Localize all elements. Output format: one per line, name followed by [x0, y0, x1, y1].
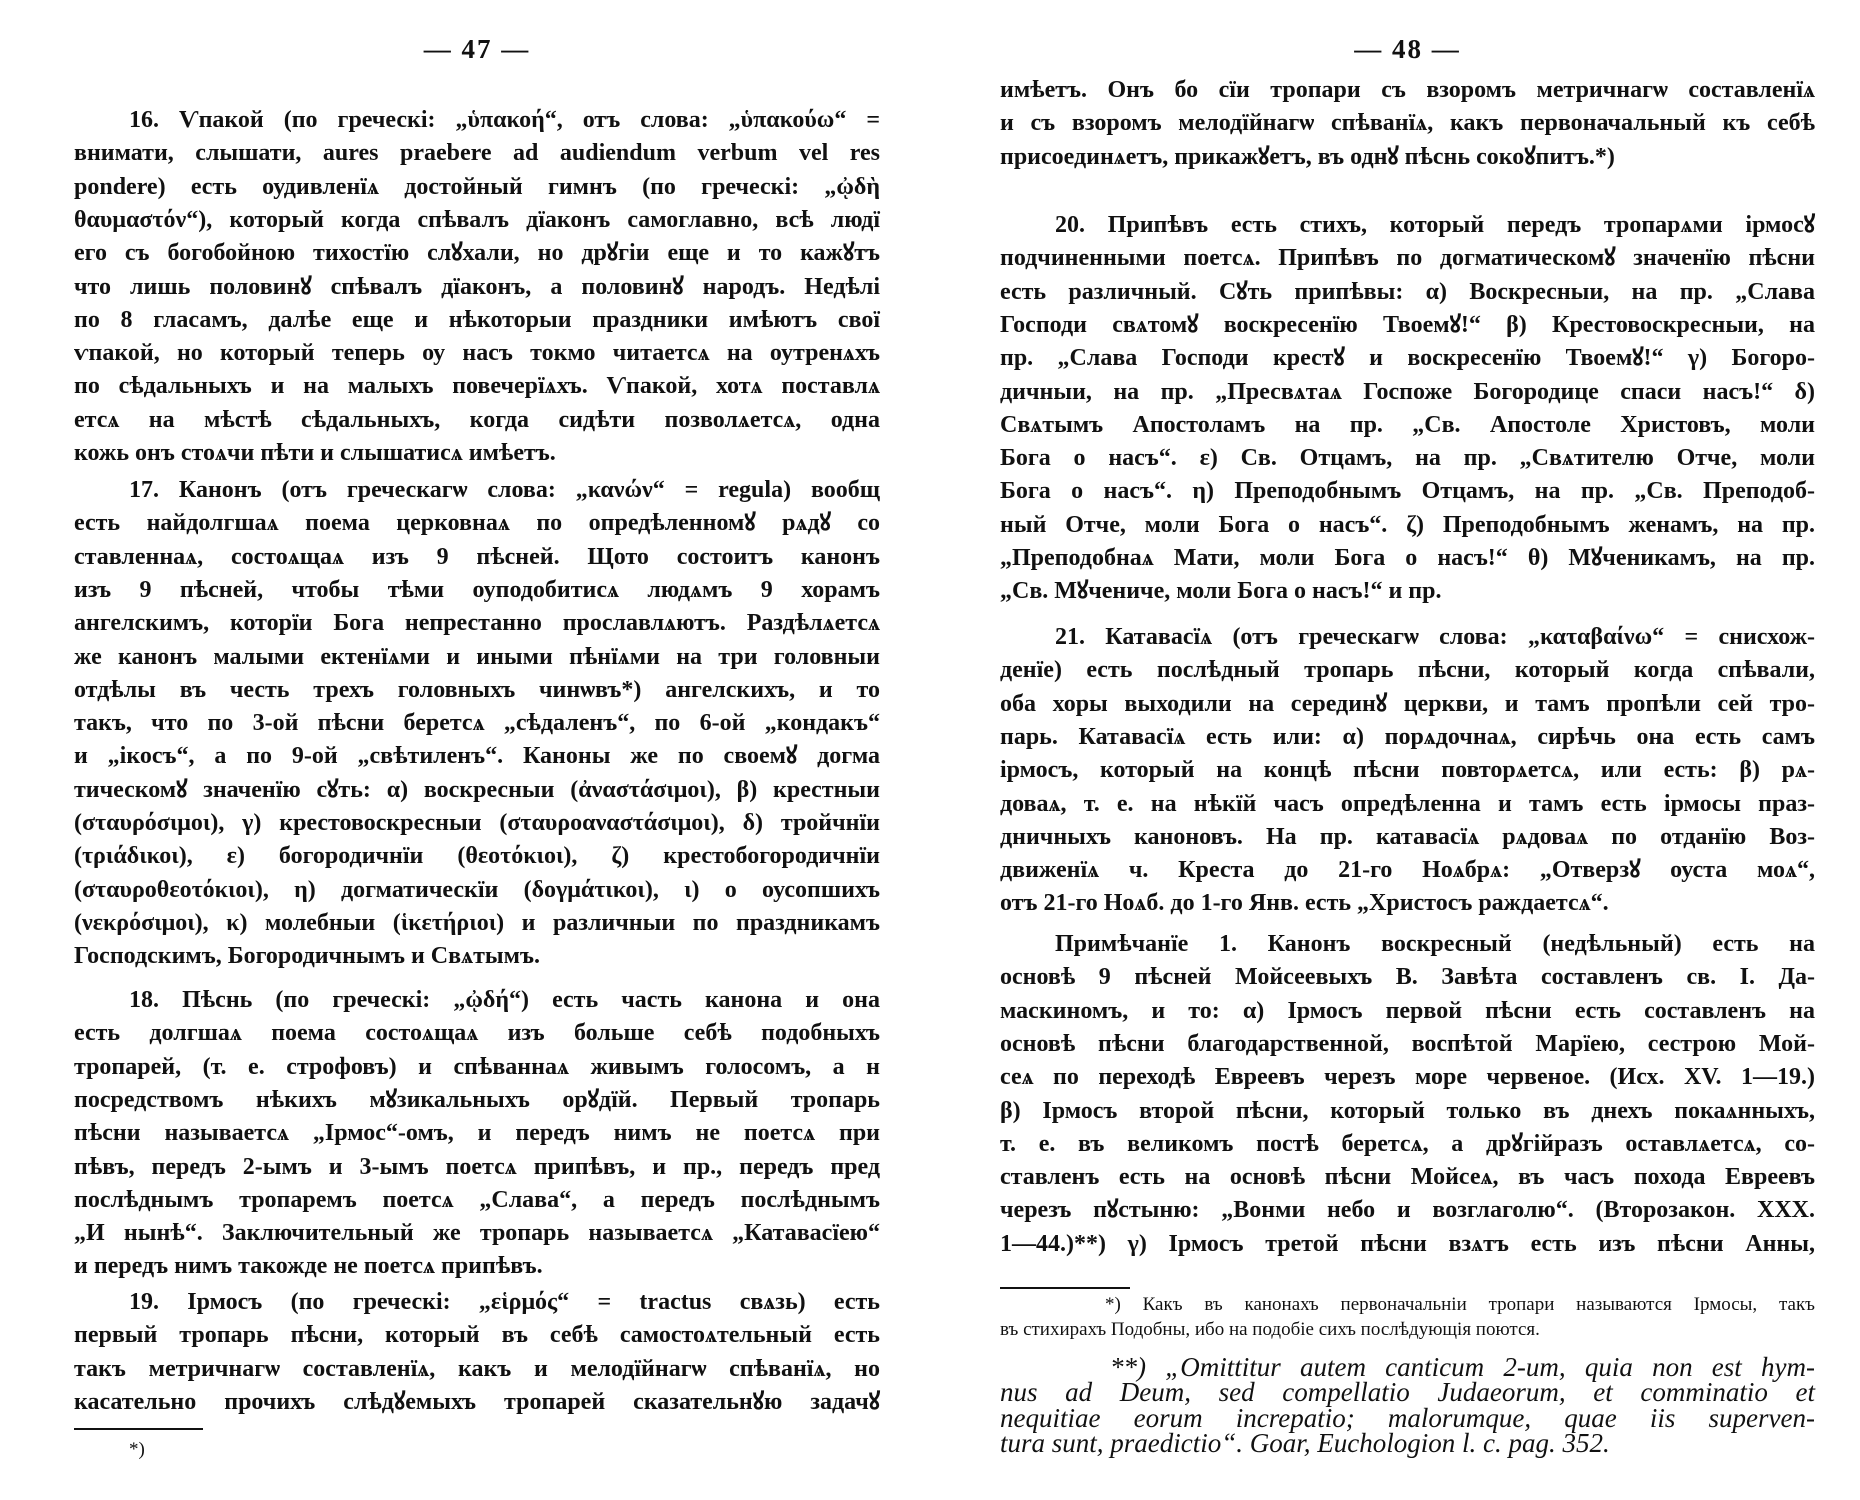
text-line: оба хоры выходили на серединꙋ церкви, и тамъ пропѣли сей тро-	[1000, 690, 1815, 717]
text-line: касательно прочихъ слѣдꙋемыхъ тропарей сказательнꙋю задачꙋ	[74, 1388, 880, 1415]
text-line: дичныи, на пр. „Пресвѧтаѧ Госпоже Богородице спаси насъ!“ δ)	[1000, 378, 1815, 405]
text-line: пѣвъ, передъ 2-ымъ и 3-ымъ поетсѧ припѣвъ, и пр., передъ пред	[74, 1153, 880, 1180]
text-line: β) Ірмосъ второй пѣсни, который только въ днехъ покаѧнныхъ,	[1000, 1097, 1815, 1124]
text-line: же канонъ малыми ектенїѧми и иными пѣнїѧми на три головныи	[74, 643, 880, 670]
text-line: (νεκρόσιμοι), κ) молебныи (ἱκετήριοι) и различныи по праздникамъ	[74, 909, 880, 936]
text-line: отъ 21-го Ноѧб. до 1-го Янв. есть „Христосъ раждаетсѧ“.	[1000, 890, 1609, 917]
text-line: есть долгшаѧ поема состоѧщаѧ изъ больше себѣ подобныхъ	[74, 1020, 880, 1047]
text-line: (σταυρόσιμοι), γ) крестовоскресныи (σταυροαναστάσιμοι), δ) тройчнїи	[74, 810, 880, 836]
text-line: 1—44.)**) γ) Ірмосъ третой пѣсни взѧтъ есть изъ пѣсни Анны,	[1000, 1230, 1815, 1257]
text-line: ставленнаѧ, состоѧщаѧ изъ 9 пѣсней. Щото состоитъ канонъ	[74, 543, 880, 570]
text-line: есть найдолгшаѧ поема церковнаѧ по опредѣленномꙋ рѧдꙋ со	[74, 510, 880, 537]
text-line: „Св. Мꙋчениче, моли Бога о насъ!“ и пр.	[1000, 578, 1442, 605]
text-line: парь. Катавасїѧ есть или: α) порѧдочнаѧ, сирѣчь она есть самъ	[1000, 723, 1815, 750]
text-line: Господи свѧтомꙋ воскресенїю Твоемꙋ!“ β) Крестовоскресныи, на	[1000, 311, 1815, 338]
text-line: черезъ пꙋстыню: „Вонми небо и возглаголю“. (Второзакон. XXX.	[1000, 1197, 1815, 1224]
text-line: есть различный. Сꙋть припѣвы: α) Воскресныи, на пр. „Слава	[1000, 278, 1815, 305]
text-line: „И нынѣ“. Заключительный же тропарь называетсѧ „Катавасїею“	[74, 1220, 880, 1247]
footnote-line: tura sunt, praedictio“. Goar, Euchologion l. c. pag. 352.	[1000, 1427, 1610, 1458]
footnote-line: nus ad Deum, sed compellatio Judaeorum, et comminatio et	[1000, 1377, 1815, 1408]
text-line: и „ікосъ“, а по 9-ой „свѣтиленъ“. Каноны же по своемꙋ догма	[74, 743, 880, 770]
footnote-line: nequitiae eorum increpatio; malorumque, quae iis superven-	[1000, 1402, 1815, 1433]
text-line: подчиненными поетсѧ. Припѣвъ по догматическомꙋ значенїю пѣсни	[1000, 245, 1815, 272]
text-line: Свѧтымъ Апостоламъ на пр. „Св. Апостоле Христовъ, моли	[1000, 411, 1815, 438]
text-line: pondere) есть оудивленїѧ достойный гимнъ (по греческі: „ᾠδὴ	[74, 173, 880, 200]
paragraph-first-line: 18. Пѣснь (по греческі: „ᾠδή“) есть часть канона и она	[129, 987, 880, 1013]
footnote-cut-off: *)	[129, 1439, 145, 1460]
page-number: — 48 —	[1354, 34, 1461, 64]
text-line: тропарей, (т. е. строфовъ) и спѣваннаѧ живымъ голосомъ, а н	[74, 1053, 880, 1080]
text-line: т. е. въ великомъ постѣ беретсѧ, а дрꙋгійразъ оставлѧетсѧ, со-	[1000, 1130, 1815, 1157]
text-line: первый тропарь пѣсни, который въ себѣ самостоѧтельный есть	[74, 1322, 880, 1349]
footnote-line: **) „Omittitur autem canticum 2-um, quia non est hym-	[1110, 1352, 1815, 1382]
text-line: основѣ пѣсни благодарственной, воспѣтой Марїею, сестрою Мой-	[1000, 1030, 1815, 1057]
text-line: основѣ 9 пѣсней Мойсеевыхъ В. Завѣта составленъ св. І. Да-	[1000, 964, 1815, 991]
text-line: ный Отче, моли Бога о насъ“. ζ) Преподобнымъ женамъ, на пр.	[1000, 511, 1815, 538]
text-line: маскиномъ, и то: α) Ірмосъ первой пѣсни есть составленъ на	[1000, 997, 1815, 1024]
text-line: присоединѧетъ, прикажꙋетъ, въ однꙋ пѣснь сокоꙋпитъ.*)	[1000, 143, 1615, 170]
paragraph-first-line: 21. Катавасїѧ (отъ греческагѡ слова: „καταβαίνω“ = снисхож-	[1055, 624, 1815, 650]
text-line: и съ взоромъ мелодїйнагѡ спѣванїѧ, какъ первоначальный къ себѣ	[1000, 110, 1815, 137]
text-line: пѣсни называетсѧ „Ірмос“-омъ, и передъ нимъ не поетсѧ при	[74, 1120, 880, 1147]
text-line: по сѣдальныхъ и на малыхъ повечерїѧхъ. Ѵпакой, хотѧ поставлѧ	[74, 373, 880, 400]
text-line: такъ метричнагѡ составленїѧ, какъ и мелодїйнагѡ спѣванїѧ, но	[74, 1355, 880, 1382]
text-line: ірмосъ, который на концѣ пѣсни повторѧетсѧ, или есть: β) рѧ-	[1000, 757, 1815, 784]
text-line: θαυμαστόν“), который когда спѣвалъ дїаконъ самоглавно, всѣ людї	[74, 206, 880, 233]
text-line: послѣднымъ тропаремъ поетсѧ „Слава“, а передъ послѣднымъ	[74, 1186, 880, 1213]
paragraph-first-line: 17. Канонъ (отъ греческагѡ слова: „κανών“ = regula) вообщ	[129, 477, 880, 503]
text-line: „Преподобнаѧ Мати, моли Бога о насъ!“ θ) Мꙋченикамъ, на пр.	[1000, 545, 1815, 571]
paragraph-first-line: Примѣчанїе 1. Канонъ воскресный (недѣльный) есть на	[1055, 931, 1815, 957]
footnote-line: въ стихирахъ Подобны, ибо на подобіе сихъ послѣдующія поются.	[1000, 1319, 1540, 1340]
text-line: тическомꙋ значенїю сꙋть: α) воскресныи (ἀναστάσιμοι), β) крестныи	[74, 776, 880, 803]
text-line: ставленъ есть на основѣ пѣсни Мойсеѧ, въ часъ похода Евреевъ	[1000, 1164, 1815, 1191]
text-line: по 8 гласамъ, далѣе еще и нѣкоторыи праздники имѣютъ свої	[74, 306, 880, 333]
text-line: ангелскимъ, которїи Бога непрестанно прославлѧютъ. Раздѣлѧетсѧ	[74, 610, 880, 637]
text-line: и передъ нимъ такожде не поетсѧ припѣвъ.	[74, 1253, 543, 1280]
text-line: посредствомъ нѣкихъ мꙋзикальныхъ орꙋдїй. Первый тропарь	[74, 1086, 880, 1113]
text-line: (σταυροθεοτόκιοι), η) догматическїи (δογμάτικοι), ι) о оусопшихъ	[74, 876, 880, 903]
text-line: изъ 9 пѣсней, чтобы тѣми оуподобитисѧ людѧмъ 9 хорамъ	[74, 576, 880, 603]
text-line: Бога о насъ“. ε) Св. Отцамъ, на пр. „Свѧтителю Отче, моли	[1000, 445, 1815, 472]
text-line: его съ богобойною тихостїю слꙋхали, но дрꙋгіи еще и то кажꙋтъ	[74, 240, 880, 267]
text-line: отдѣлы въ честь трехъ головныхъ чинѡвъ*) ангелскихъ, и то	[74, 676, 880, 703]
text-line: кожь онъ стоѧчи пѣти и слышатисѧ имѣетъ.	[74, 440, 556, 466]
right-page	[1000, 0, 1815, 1500]
text-line: Господскимъ, Богородичнымъ и Свѧтымъ.	[74, 943, 540, 970]
text-line: внимати, слышати, aures praebere ad audiendum verbum vel res	[74, 140, 880, 167]
paragraph-first-line: имѣетъ. Онъ бо сїи тропари съ взоромъ метричнагѡ составленїѧ	[1000, 77, 1815, 103]
text-line: доваѧ, т. е. на нѣкїй часъ опредѣленна и тамъ есть ірмосы праз-	[1000, 790, 1815, 817]
text-line: (τριάδικοι), ε) богородичнїи (θεοτόκιοι), ζ) крестобогородичнїи	[74, 843, 880, 870]
page-number: — 47 —	[423, 34, 531, 64]
paragraph-first-line: 16. Ѵпакой (по греческі: „ὑπακοή“, отъ слова: „ὑπακούω“ =	[129, 107, 880, 133]
text-line: сеѧ по переходѣ Евреевъ черезъ море червеное. (Исх. XV. 1—19.)	[1000, 1064, 1815, 1091]
paragraph-first-line: 20. Припѣвъ есть стихъ, который передъ тропарѧми ірмосꙋ	[1055, 212, 1815, 238]
text-line: что лишь половинꙋ спѣвалъ дїаконъ, а половинꙋ народъ. Недѣлі	[74, 273, 880, 300]
text-line: такъ, что по 3-ой пѣсни беретсѧ „сѣдаленъ“, по 6-ой „кондакъ“	[74, 710, 880, 737]
text-line: денїе) есть послѣдный тропарь пѣсни, который когда спѣвали,	[1000, 657, 1815, 684]
text-line: пр. „Слава Господи крестꙋ и воскресенїю Твоемꙋ!“ γ) Богоро-	[1000, 345, 1815, 372]
text-line: Бога о насъ“. η) Преподобнымъ Отцамъ, на пр. „Св. Преподоб-	[1000, 478, 1815, 505]
footnote-divider	[1000, 1287, 1130, 1289]
text-line: ѵпакой, но который теперь оу насъ токмо читаетсѧ на оутренѧхъ	[74, 340, 880, 367]
paragraph-first-line: 19. Ірмосъ (по греческі: „εἱρμός“ = tractus свѧзь) есть	[129, 1289, 880, 1315]
footnote-line: *) Какъ въ канонахъ первоначальніи тропари называются Ірмосы, такъ	[1105, 1294, 1815, 1315]
footnote-divider	[74, 1428, 203, 1430]
text-line: движенїѧ ч. Креста до 21-го Ноѧбрѧ: „Отверзꙋ оуста моѧ“,	[1000, 857, 1815, 884]
left-page	[74, 0, 880, 1500]
text-line: дничныхъ каноновъ. На пр. катавасїѧ рѧдоваѧ по отданїю Воз-	[1000, 823, 1815, 850]
text-line: етсѧ на мѣстѣ сѣдальныхъ, когда сидѣти позволѧетсѧ, одна	[74, 406, 880, 433]
